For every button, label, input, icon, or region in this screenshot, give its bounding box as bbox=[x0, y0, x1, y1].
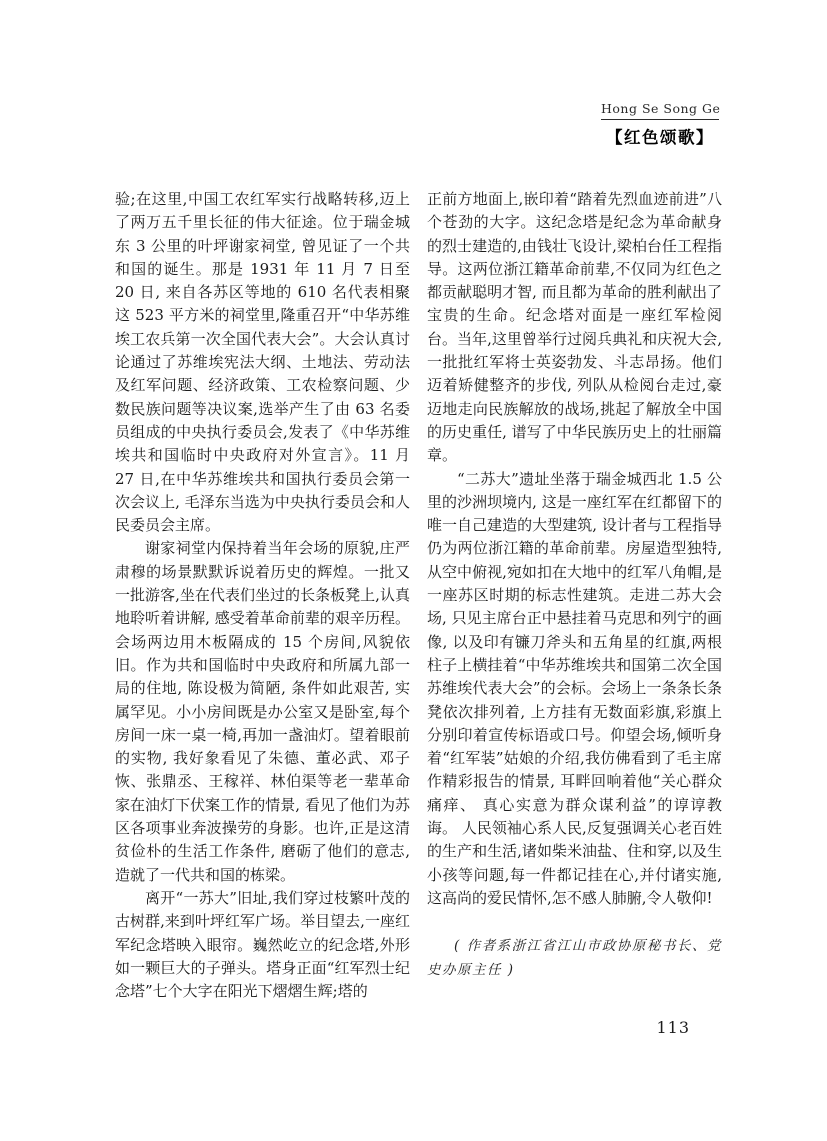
paragraph-continuation: 验;在这里,中国工农红军实行战略转移,迈上了两万五千里长征的伟大征途。位于瑞金城东 3 公里的叶坪谢家祠堂, 曾见证了一个共和国的诞生。那是 1931 年 11 月 7 日至 20 日, 来自各苏区等地的 610 名代表相聚这 523 平方米的祠堂里,隆重召开“中华苏维埃工农兵第一次全国代表大会”。大会认真讨论通过了苏维埃宪法大纲、土地法、劳动法及红军问题、经济政策、工农检察问题、少数民族问题等决议案,选举产生了由 63 名委员组成的中央执行委员会,发表了《中华苏维埃共和国临时中央政府对外宣言》。11 月 27 日,在中华苏维埃共和国执行委员会第一次会议上, 毛泽东当选为中央执行委员会和人民委员会主席。 bbox=[115, 190, 410, 535]
page-header bbox=[601, 101, 719, 148]
header-pinyin-title: Hong Se Song Ge bbox=[601, 101, 719, 120]
paragraph: “二苏大”遗址坐落于瑞金城西北 1.5 公里的沙洲坝境内, 这是一座红军在红都留下的唯一自己建造的大型建筑, 设计者与工程指导仍为两位浙江籍的革命前辈。房屋造型独特,从空中俯视,宛如扣在大地中的红军八角帽,是一座苏区时期的标志性建筑。走进二苏大会场, 只见主席台正中悬挂着马克思和列宁的画像, 以及印有镰刀斧头和五角星的红旗,两根柱子上横挂着“中华苏维埃共和国第二次全国苏维埃代表大会”的会标。会场上一条条长条凳依次排列着, 上方挂有无数面彩旗,彩旗上分别印着宣传标语或口号。仰望会场,倾听身着“红军装”姑娘的介绍,我仿佛看到了毛主席作精彩报告的情景, 耳畔回响着他“关心群众痛痒、 真心实意为群众谋利益”的谆谆教诲。 人民领袖心系人民,反复强调关心老百姓的生产和生活,诸如柴米油盐、住和穿,以及生小孩等问题,每一件都记挂在心,并付诸实施,这高尚的爱民情怀,怎不感人肺腑,令人敬仰! bbox=[427, 469, 722, 907]
page-number: 113 bbox=[656, 1018, 690, 1037]
paragraph: 谢家祠堂内保持着当年会场的原貌,庄严肃穆的场景默默诉说着历史的辉煌。一批又一批游客,坐在代表们坐过的长条板凳上,认真地聆听着讲解, 感受着革命前辈的艰辛历程。会场两边用木板隔成的 15 个房间,风貌依旧。作为共和国临时中央政府和所属九部一局的住地, 陈设极为简陋, 条件如此艰苦, 实属罕见。小小房间既是办公室又是卧室,每个房间一床一桌一椅,再加一盏油灯。望着眼前的实物, 我好象看见了朱德、董必武、邓子恢、张鼎丞、王稼祥、林伯渠等老一辈革命家在油灯下伏案工作的情景, 看见了他们为苏区各项事业奔波操劳的身影。也许,正是这清贫俭朴的生活工作条件, 磨砺了他们的意志,造就了一代共和国的栋梁。 bbox=[115, 539, 410, 884]
paragraph-continuation: 正前方地面上,嵌印着“踏着先烈血迹前进”八个苍劲的大字。这纪念塔是纪念为革命献身的烈士建造的,由钱壮飞设计,梁柏台任工程指导。这两位浙江籍革命前辈,不仅同为红色之都贡献聪明才智, 而且都为革命的胜利献出了宝贵的生命。纪念塔对面是一座红军检阅台。当年,这里曾举行过阅兵典礼和庆祝大会,一批批红军将士英姿勃发、斗志昂扬。他们迈着矫健整齐的步伐, 列队从检阅台走过,豪迈地走向民族解放的战场,挑起了解放全中国的历史重任, 谱写了中华民族历史上的壮丽篇章。 bbox=[427, 190, 722, 465]
article-body bbox=[115, 188, 723, 1003]
header-section-title: 【红色颂歌】 bbox=[606, 128, 714, 147]
right-column bbox=[427, 188, 722, 1003]
paragraph: 离开“一苏大”旧址,我们穿过枝繁叶茂的古树群,来到叶坪红军广场。举目望去,一座红军纪念塔映入眼帘。巍然屹立的纪念塔,外形如一颗巨大的子弹头。塔身正面“红军烈士纪念塔”七个大字在阳光下熠熠生辉;塔的 bbox=[115, 888, 410, 1001]
author-note: ( 作者系浙江省江山市政协原秘书长、党史办原主任 ) bbox=[427, 938, 722, 978]
left-column bbox=[115, 188, 410, 1003]
